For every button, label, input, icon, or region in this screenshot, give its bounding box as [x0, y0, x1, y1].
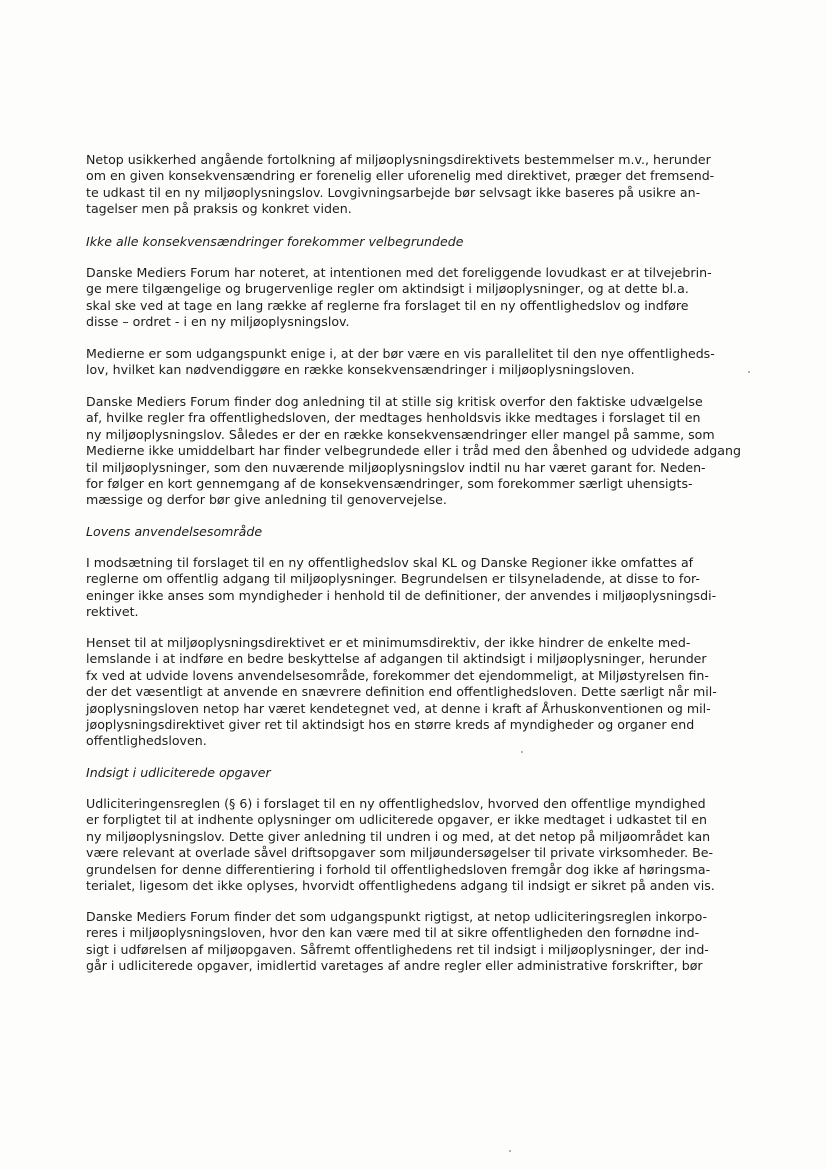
- paragraph-line: mæssige og derfor bør give anledning til genovervejelse.: [86, 492, 447, 508]
- paragraph-2: [86, 265, 758, 331]
- paragraph-line: Henset til at miljøoplysningsdirektivet er et minimumsdirektiv, der ikke hindrer de enkelte med-: [86, 635, 691, 650]
- paragraph-line: jøoplysningsdirektivet giver ret til aktindsigt hos en større kreds af myndigheder og organer end: [86, 717, 695, 733]
- paragraph-line: der det væsentligt at anvende en snævrere definition end offentlighedsloven. Dette særligt når mil-: [86, 684, 717, 700]
- section-heading-konsekvensaendringer: Ikke alle konsekvensændringer forekommer velbegrundede: [86, 234, 464, 249]
- paragraph-line: ny miljøoplysningslov. Således er der en række konsekvensændringer eller mangel på samme, som: [86, 426, 715, 442]
- paragraph-line: sigt i udførelsen af miljøopgaven. Såfremt offentlighedens ret til indsigt i miljøoplysninger, der ind-: [86, 941, 709, 957]
- paragraph-line: offentlighedsloven.: [86, 733, 207, 749]
- paragraph-3: [86, 346, 758, 379]
- paragraph-line: til miljøoplysninger, som den nuværende miljøoplysningslov indtil nu har været garant for. Neden-: [86, 459, 706, 475]
- paragraph-line: terialet, ligesom det ikke oplyses, hvorvidt offentlighedens adgang til indsigt er sikret på anden vis.: [86, 878, 715, 894]
- scan-speck: [521, 751, 523, 753]
- paragraph-line: disse – ordret - i en ny miljøoplysningslov.: [86, 314, 350, 330]
- paragraph-6: [86, 635, 758, 750]
- paragraph-line: Medierne er som udgangspunkt enige i, at der bør være en vis parallelitet til den nye offentligheds-: [86, 346, 715, 361]
- paragraph-line: I modsætning til forslaget til en ny offentlighedslov skal KL og Danske Regioner ikke omfattes af: [86, 555, 694, 570]
- paragraph-line: Udliciteringensreglen (§ 6) i forslaget til en ny offentlighedslov, hvorved den offentlige myndighed: [86, 796, 706, 811]
- paragraph-line: være relevant at overlade såvel driftsopgaver som miljøundersøgelser til private virksomheder. Be-: [86, 845, 714, 861]
- section-heading-anvendelsesomraade: Lovens anvendelsesområde: [86, 524, 263, 539]
- paragraph-line: lemslande i at indføre en bedre beskyttelse af adgangen til aktindsigt i miljøoplysninger, herunder: [86, 651, 707, 667]
- paragraph-7: [86, 796, 758, 894]
- paragraph-line: rektivet.: [86, 604, 139, 620]
- scan-speck: [748, 371, 750, 373]
- paragraph-line: ny miljøoplysningslov. Dette giver anledning til undren i og med, at det netop på miljøområdet kan: [86, 828, 711, 844]
- scan-speck: [509, 1150, 511, 1152]
- paragraph-line: tagelser men på praksis og konkret viden.: [86, 201, 352, 217]
- paragraph-line: eninger ikke anses som myndigheder i henhold til de definitioner, der anvendes i miljøoplysningsdi-: [86, 587, 717, 603]
- paragraph-line: for følger en kort gennemgang af de konsekvensændringer, som forekommer særligt uhensigts-: [86, 476, 693, 492]
- paragraph-8: [86, 909, 758, 975]
- paragraph-line: er forpligtet til at indhente oplysninger om udliciterede opgaver, er ikke medtaget i udkastet til en: [86, 812, 707, 828]
- paragraph-line: Medierne ikke umiddelbart har finder velbegrundede eller i tråd med den åbenhed og udvidede adgang: [86, 443, 741, 459]
- paragraph-line: af, hvilke regler fra offentlighedsloven, der medtages henholdsvis ikke medtages i forslaget til en: [86, 410, 701, 426]
- paragraph-line: grundelsen for denne differentiering i forhold til offentlighedsloven fremgår dog ikke af høringsma-: [86, 861, 711, 877]
- paragraph-line: te udkast til en ny miljøoplysningslov. Lovgivningsarbejde bør selvsagt ikke baseres på usikre an-: [86, 184, 701, 200]
- paragraph-line: reres i miljøoplysningsloven, hvor den kan være med til at sikre offentligheden den fornødne ind-: [86, 925, 700, 941]
- paragraph-line: Danske Mediers Forum finder dog anledning til at stille sig kritisk overfor den faktiske udvælgelse: [86, 394, 703, 409]
- paragraph-line: Danske Mediers Forum finder det som udgangspunkt rigtigst, at netop udliciteringsreglen inkorpo-: [86, 909, 708, 924]
- paragraph-line: lov, hvilket kan nødvendiggøre en række konsekvensændringer i miljøoplysningsloven.: [86, 362, 635, 378]
- section-heading-udliciterede-opgaver: Indsigt i udliciterede opgaver: [86, 765, 271, 780]
- paragraph-line: skal ske ved at tage en lang række af reglerne fra forslaget til en ny offentlighedslov og indføre: [86, 297, 689, 313]
- paragraph-line: ge mere tilgængelige og brugervenlige regler om aktindsigt i miljøoplysninger, og at dette bl.a.: [86, 281, 689, 297]
- paragraph-line: Danske Mediers Forum har noteret, at intentionen med det foreliggende lovudkast er at tilvejebrin-: [86, 265, 712, 280]
- paragraph-line: reglerne om offentlig adgang til miljøoplysninger. Begrundelsen er tilsyneladende, at disse to for-: [86, 571, 700, 587]
- paragraph-1: [86, 152, 758, 218]
- paragraph-4: [86, 394, 758, 509]
- paragraph-line: går i udliciterede opgaver, imidlertid varetages af andre regler eller administrative forskrifter, bør: [86, 958, 703, 974]
- paragraph-5: [86, 555, 758, 621]
- paragraph-line: jøoplysningsloven netop har været kendetegnet ved, at denne i kraft af Århuskonventionen og mil-: [86, 700, 711, 716]
- paragraph-line: Netop usikkerhed angående fortolkning af miljøoplysningsdirektivets bestemmelser m.v., herunder: [86, 152, 711, 167]
- paragraph-line: fx ved at udvide lovens anvendelsesområde, forekommer det ejendommeligt, at Miljøstyrelsen fin-: [86, 667, 709, 683]
- paragraph-line: om en given konsekvensændring er forenelig eller uforenelig med direktivet, præger det fremsend-: [86, 168, 715, 184]
